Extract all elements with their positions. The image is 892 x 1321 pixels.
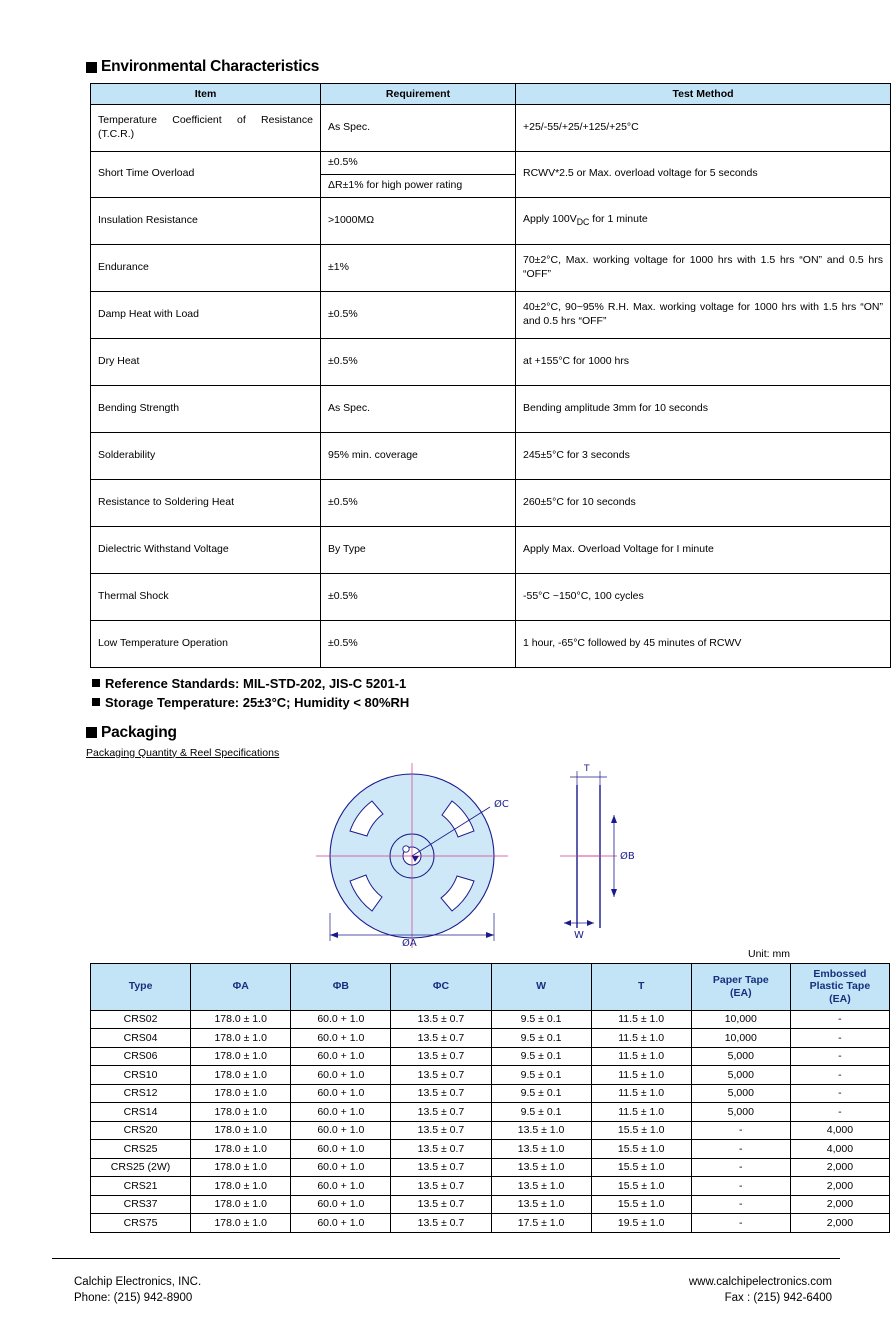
table-cell: 5,000	[691, 1047, 790, 1066]
svg-text:W: W	[574, 929, 584, 941]
table-cell: 178.0 ± 1.0	[191, 1084, 291, 1103]
table-cell: 11.5 ± 1.0	[591, 1103, 691, 1122]
table-cell: -	[790, 1010, 889, 1029]
cell-item: Insulation Resistance	[91, 197, 321, 244]
table-cell: 13.5 ± 0.7	[391, 1195, 491, 1214]
table-row	[91, 1066, 890, 1085]
table-row	[91, 1047, 890, 1066]
table-row	[91, 1010, 890, 1029]
table-row	[91, 1158, 890, 1177]
cell-test-method: 1 hour, -65°C followed by 45 minutes of RCWV	[516, 620, 891, 667]
table-cell: 60.0 + 1.0	[291, 1158, 391, 1177]
table-header-row	[91, 963, 890, 1010]
embossed-line2: Plastic Tape	[809, 980, 871, 993]
table-cell: CRS25 (2W)	[91, 1158, 191, 1177]
table-cell: 5,000	[691, 1103, 790, 1122]
square-bullet-icon	[86, 62, 97, 73]
table-cell: 13.5 ± 1.0	[491, 1140, 591, 1159]
table-cell: 178.0 ± 1.0	[191, 1158, 291, 1177]
packaging-heading	[86, 724, 840, 742]
document-page	[0, 58, 892, 1321]
table-row	[91, 432, 891, 479]
table-cell: 15.5 ± 1.0	[591, 1140, 691, 1159]
packaging-title: Packaging	[101, 723, 177, 741]
cell-item: Dielectric Withstand Voltage	[91, 526, 321, 573]
storage-temperature-note	[92, 695, 840, 710]
reference-standards-note	[92, 676, 840, 691]
table-cell: 13.5 ± 1.0	[491, 1158, 591, 1177]
footer-company-block	[74, 1274, 201, 1307]
cell-requirement: As Spec.	[321, 105, 516, 152]
table-cell: 5,000	[691, 1066, 790, 1085]
square-bullet-icon	[86, 727, 97, 738]
environmental-characteristics-heading	[86, 58, 840, 76]
column-header-paper-tape	[691, 963, 790, 1010]
cell-requirement: ±0.5%	[321, 479, 516, 526]
table-cell: CRS25	[91, 1140, 191, 1159]
cell-item: Temperature Coefficient of Resistance (T.C.R.)	[91, 105, 321, 152]
section-title: Environmental Characteristics	[101, 58, 320, 75]
footer-divider	[52, 1258, 840, 1259]
table-cell: -	[790, 1066, 889, 1085]
table-cell: 15.5 ± 1.0	[591, 1177, 691, 1196]
table-cell: 60.0 + 1.0	[291, 1195, 391, 1214]
page-footer	[52, 1274, 840, 1307]
cell-item: Low Temperature Operation	[91, 620, 321, 667]
table-cell: -	[691, 1140, 790, 1159]
table-cell: 178.0 ± 1.0	[191, 1195, 291, 1214]
table-cell: CRS21	[91, 1177, 191, 1196]
cell-item: Endurance	[91, 244, 321, 291]
table-cell: 9.5 ± 0.1	[491, 1066, 591, 1085]
table-cell: 11.5 ± 1.0	[591, 1066, 691, 1085]
table-cell: 13.5 ± 0.7	[391, 1158, 491, 1177]
table-row	[91, 1084, 890, 1103]
company-fax: Fax : (215) 942-6400	[724, 1292, 832, 1305]
cell-test-method: at +155°C for 1000 hrs	[516, 338, 891, 385]
table-cell: CRS14	[91, 1103, 191, 1122]
cell-requirement: By Type	[321, 526, 516, 573]
table-cell: CRS75	[91, 1214, 191, 1233]
embossed-line3: (EA)	[829, 993, 851, 1006]
table-cell: CRS12	[91, 1084, 191, 1103]
table-row	[91, 152, 891, 175]
paper-tape-line2: (EA)	[729, 986, 752, 999]
column-header-phi-c: ΦC	[391, 963, 491, 1010]
table-cell: 60.0 + 1.0	[291, 1029, 391, 1048]
table-cell: 2,000	[790, 1195, 889, 1214]
reel-front-view	[316, 763, 509, 948]
table-row	[91, 385, 891, 432]
table-header-row	[91, 84, 891, 105]
cell-requirement: ±0.5%	[321, 152, 516, 175]
table-row	[91, 197, 891, 244]
table-cell: 2,000	[790, 1214, 889, 1233]
reel-diagram	[52, 761, 840, 946]
table-row	[91, 291, 891, 338]
cell-requirement: As Spec.	[321, 385, 516, 432]
table-cell: 13.5 ± 0.7	[391, 1121, 491, 1140]
table-cell: -	[691, 1158, 790, 1177]
table-cell: -	[790, 1103, 889, 1122]
cell-test-method: -55°C ~150°C, 100 cycles	[516, 573, 891, 620]
company-website: www.calchipelectronics.com	[688, 1275, 832, 1288]
cell-item: Thermal Shock	[91, 573, 321, 620]
company-phone: Phone: (215) 942-8900	[74, 1292, 193, 1305]
table-cell: 9.5 ± 0.1	[491, 1029, 591, 1048]
column-header-phi-a: ΦA	[191, 963, 291, 1010]
table-cell: 178.0 ± 1.0	[191, 1103, 291, 1122]
table-cell: 178.0 ± 1.0	[191, 1214, 291, 1233]
table-cell: 60.0 + 1.0	[291, 1177, 391, 1196]
table-cell: 10,000	[691, 1010, 790, 1029]
cell-test-method: +25/-55/+25/+125/+25°C	[516, 105, 891, 152]
packaging-subtitle: Packaging Quantity & Reel Specifications	[86, 746, 280, 759]
cell-test-method: 245±5°C for 3 seconds	[516, 432, 891, 479]
table-cell: CRS20	[91, 1121, 191, 1140]
table-row	[91, 1195, 890, 1214]
cell-requirement: >1000MΩ	[321, 197, 516, 244]
column-header-phi-b: ΦB	[291, 963, 391, 1010]
table-cell: 13.5 ± 1.0	[491, 1177, 591, 1196]
square-bullet-icon	[92, 698, 100, 706]
table-cell: 178.0 ± 1.0	[191, 1177, 291, 1196]
column-header-w: W	[491, 963, 591, 1010]
environmental-characteristics-table	[90, 83, 891, 668]
table-cell: -	[790, 1084, 889, 1103]
table-cell: 9.5 ± 0.1	[491, 1084, 591, 1103]
table-cell: 178.0 ± 1.0	[191, 1010, 291, 1029]
table-cell: 2,000	[790, 1158, 889, 1177]
column-header-test-method: Test Method	[516, 84, 891, 105]
table-cell: 4,000	[790, 1121, 889, 1140]
table-cell: 15.5 ± 1.0	[591, 1121, 691, 1140]
table-row	[91, 1121, 890, 1140]
table-cell: 2,000	[790, 1177, 889, 1196]
column-header-type: Type	[91, 963, 191, 1010]
svg-text:ØC: ØC	[494, 798, 509, 810]
table-cell: -	[691, 1177, 790, 1196]
cell-item: Resistance to Soldering Heat	[91, 479, 321, 526]
cell-test-method: 40±2°C, 90~95% R.H. Max. working voltage for 1000 hrs with 1.5 hrs “ON” and 0.5 hrs “OFF”	[516, 291, 891, 338]
column-header-t: T	[591, 963, 691, 1010]
table-cell: 13.5 ± 0.7	[391, 1103, 491, 1122]
cell-test-method: Bending amplitude 3mm for 10 seconds	[516, 385, 891, 432]
reference-standards-text: Reference Standards: MIL-STD-202, JIS-C 5201-1	[105, 675, 407, 691]
cell-item: Solderability	[91, 432, 321, 479]
table-cell: 13.5 ± 0.7	[391, 1047, 491, 1066]
table-cell: 13.5 ± 0.7	[391, 1177, 491, 1196]
table-cell: 178.0 ± 1.0	[191, 1047, 291, 1066]
cell-test-method: RCWV*2.5 or Max. overload voltage for 5 seconds	[516, 152, 891, 198]
table-cell: CRS06	[91, 1047, 191, 1066]
table-cell: -	[691, 1214, 790, 1233]
footer-contact-block	[689, 1274, 832, 1307]
table-cell: 13.5 ± 0.7	[391, 1066, 491, 1085]
square-bullet-icon	[92, 679, 100, 687]
table-cell: -	[691, 1195, 790, 1214]
table-row	[91, 338, 891, 385]
notes-block	[92, 676, 840, 710]
table-cell: 60.0 + 1.0	[291, 1140, 391, 1159]
table-cell: 10,000	[691, 1029, 790, 1048]
cell-test-method: 70±2°C, Max. working voltage for 1000 hrs with 1.5 hrs “ON” and 0.5 hrs “OFF”	[516, 244, 891, 291]
column-header-requirement: Requirement	[321, 84, 516, 105]
cell-requirement: 95% min. coverage	[321, 432, 516, 479]
company-name: Calchip Electronics, INC.	[74, 1275, 202, 1288]
table-cell: -	[691, 1121, 790, 1140]
table-cell: 13.5 ± 0.7	[391, 1084, 491, 1103]
table-cell: -	[790, 1029, 889, 1048]
table-cell: 60.0 + 1.0	[291, 1047, 391, 1066]
table-cell: 19.5 ± 1.0	[591, 1214, 691, 1233]
table-cell: 11.5 ± 1.0	[591, 1047, 691, 1066]
table-cell: 15.5 ± 1.0	[591, 1158, 691, 1177]
table-row	[91, 1140, 890, 1159]
table-cell: CRS37	[91, 1195, 191, 1214]
table-row	[91, 573, 891, 620]
cell-requirement: ±0.5%	[321, 620, 516, 667]
table-cell: 9.5 ± 0.1	[491, 1010, 591, 1029]
reel-specifications-table	[90, 963, 890, 1233]
table-cell: 178.0 ± 1.0	[191, 1029, 291, 1048]
cell-requirement: ±0.5%	[321, 338, 516, 385]
table-cell: 60.0 + 1.0	[291, 1121, 391, 1140]
table-cell: 13.5 ± 0.7	[391, 1029, 491, 1048]
table-cell: -	[790, 1047, 889, 1066]
cell-requirement-secondary: ΔR±1% for high power rating	[321, 174, 516, 197]
table-cell: 178.0 ± 1.0	[191, 1121, 291, 1140]
table-cell: 178.0 ± 1.0	[191, 1066, 291, 1085]
table-cell: 13.5 ± 0.7	[391, 1214, 491, 1233]
storage-temperature-text: Storage Temperature: 25±3°C; Humidity < 80%RH	[105, 694, 410, 710]
table-cell: 60.0 + 1.0	[291, 1214, 391, 1233]
table-cell: 60.0 + 1.0	[291, 1010, 391, 1029]
table-cell: 178.0 ± 1.0	[191, 1140, 291, 1159]
cell-requirement: ±0.5%	[321, 291, 516, 338]
paper-tape-line1: Paper Tape	[712, 974, 769, 987]
table-row	[91, 526, 891, 573]
table-cell: 9.5 ± 0.1	[491, 1047, 591, 1066]
cell-test-method: Apply $100V_{DC}$ for 1 minute	[516, 197, 891, 244]
svg-text:ØA: ØA	[402, 937, 417, 948]
unit-label: Unit: mm	[748, 947, 790, 960]
table-cell: 11.5 ± 1.0	[591, 1029, 691, 1048]
table-cell: 13.5 ± 1.0	[491, 1195, 591, 1214]
svg-text:ØB: ØB	[620, 850, 635, 862]
table-row	[91, 1103, 890, 1122]
reel-drawing	[302, 763, 722, 948]
table-row	[91, 1214, 890, 1233]
table-cell: 11.5 ± 1.0	[591, 1084, 691, 1103]
table-cell: CRS02	[91, 1010, 191, 1029]
cell-item: Short Time Overload	[91, 152, 321, 198]
table-cell: CRS04	[91, 1029, 191, 1048]
table-cell: CRS10	[91, 1066, 191, 1085]
cell-requirement: ±0.5%	[321, 573, 516, 620]
table-cell: 13.5 ± 0.7	[391, 1010, 491, 1029]
cell-item: Dry Heat	[91, 338, 321, 385]
table-cell: 60.0 + 1.0	[291, 1103, 391, 1122]
table-cell: 17.5 ± 1.0	[491, 1214, 591, 1233]
cell-test-method: 260±5°C for 10 seconds	[516, 479, 891, 526]
cell-requirement: ±1%	[321, 244, 516, 291]
table-row	[91, 479, 891, 526]
table-cell: 11.5 ± 1.0	[591, 1010, 691, 1029]
table-cell: 9.5 ± 0.1	[491, 1103, 591, 1122]
table-cell: 13.5 ± 1.0	[491, 1121, 591, 1140]
table-row	[91, 105, 891, 152]
table-cell: 15.5 ± 1.0	[591, 1195, 691, 1214]
svg-text:T: T	[584, 763, 590, 774]
reel-side-view	[560, 764, 635, 941]
cell-test-method: Apply Max. Overload Voltage for I minute	[516, 526, 891, 573]
table-cell: 13.5 ± 0.7	[391, 1140, 491, 1159]
table-cell: 5,000	[691, 1084, 790, 1103]
table-cell: 60.0 + 1.0	[291, 1084, 391, 1103]
cell-item: Bending Strength	[91, 385, 321, 432]
table-row	[91, 1177, 890, 1196]
table-cell: 4,000	[790, 1140, 889, 1159]
column-header-item: Item	[91, 84, 321, 105]
column-header-embossed-plastic-tape	[790, 963, 889, 1010]
table-row	[91, 1029, 890, 1048]
table-row	[91, 620, 891, 667]
embossed-line1: Embossed	[813, 967, 867, 980]
table-cell: 60.0 + 1.0	[291, 1066, 391, 1085]
cell-item: Damp Heat with Load	[91, 291, 321, 338]
table-row	[91, 244, 891, 291]
